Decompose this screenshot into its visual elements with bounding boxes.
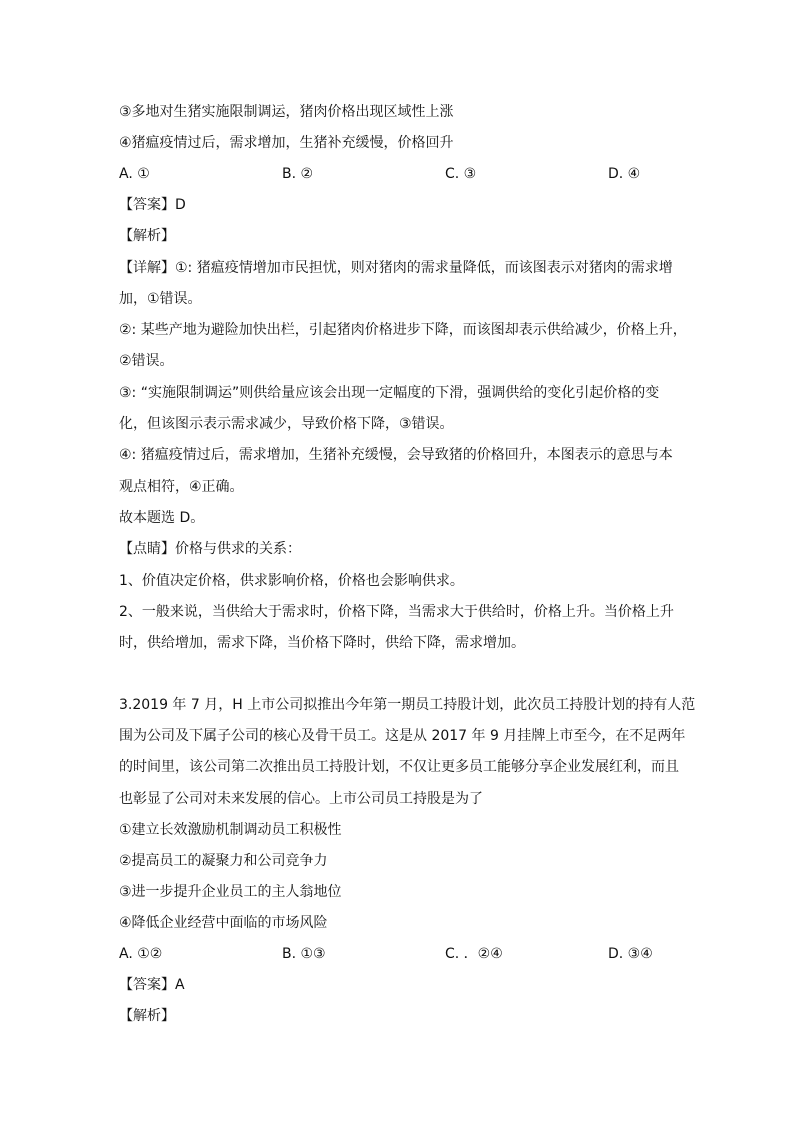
q2-detail-line: 加，①错误。 [119,291,202,307]
q3-statement-4: ④降低企业经营中面临的市场风险 [119,915,328,931]
q2-option-b: B. ② [282,166,314,182]
q2-detail-line: ②: 某些产地为避险加快出栏，引起猪肉价格进步下降，而该图却表示供给减少，价格上升， [119,322,687,338]
q2-detail-line: ④: 猪瘟疫情过后，需求增加，生猪补充缓慢，会导致猪的价格回升，本图表示的意思与本 [119,447,673,463]
q3-option-d: D. ③④ [608,946,653,962]
q3-option-a: A. ①② [119,946,163,962]
q3-stem-line: 围为公司及下属子公司的核心及骨干员工。这是从 2017 年 9 月挂牌上市至今，在不足两年 [119,728,686,744]
q2-option-d: D. ④ [608,166,641,182]
q2-detail-line: 化，但该图示表示需求减少，导致价格下降，③错误。 [119,416,454,432]
q3-answer-label: 【答案】 [119,977,175,993]
q3-stem-line: 的时间里，该公司第二次推出员工持股计划，不仅让更多员工能够分享企业发展红利，而且 [119,759,679,775]
q2-detail-line: 故本题选 D。 [119,510,205,526]
q2-tip-line: 时，供给增加，需求下降，当价格下降时，供给下降，需求增加。 [119,635,525,651]
q2-option-a: A. ① [119,166,150,182]
q3-statement-3: ③进一步提升企业员工的主人翁地位 [119,884,342,900]
q2-answer-value: D [175,197,186,213]
q2-tip-line: 【点睛】价格与供求的关系： [119,541,301,557]
q2-detail-line: 【详解】①: 猪瘟疫情增加市民担忧，则对猪肉的需求量降低，而该图表示对猪肉的需求增 [119,260,673,276]
q2-statement-4: ④猪瘟疫情过后，需求增加，生猪补充缓慢，价格回升 [119,135,454,151]
q3-answer-value: A [175,977,185,993]
q3-option-b: B. ①③ [282,946,326,962]
q2-tip-line: 1、价值决定价格，供求影响价格，价格也会影响供求。 [119,573,464,589]
q2-answer [119,195,679,215]
q3-option-c: C. ．②④ [445,946,503,962]
q2-answer-label: 【答案】 [119,197,175,213]
q2-tip-line: 2、一般来说，当供给大于需求时，价格下降，当需求大于供给时，价格上升。当价格上升 [119,604,674,620]
q2-analysis-label: 【解析】 [119,228,175,244]
q2-detail-line: 观点相符，④正确。 [119,479,244,495]
q2-option-c: C. ③ [445,166,477,182]
q3-statement-2: ②提高员工的凝聚力和公司竞争力 [119,853,328,869]
q3-statement-1: ①建立长效激励机制调动员工积极性 [119,822,342,838]
q2-detail-line: ②错误。 [119,353,174,369]
q3-answer [119,975,679,995]
q2-detail-line: ③: “实施限制调运”则供给量应该会出现一定幅度的下滑，强调供给的变化引起价格的变 [119,385,660,401]
q3-stem-line: 也彰显了公司对未来发展的信心。上市公司员工持股是为了 [119,791,483,807]
q3-stem-line: 3.2019 年 7 月，H 上市公司拟推出今年第一期员工持股计划，此次员工持股计划的持有人范 [119,697,696,713]
q2-statement-3: ③多地对生猪实施限制调运，猪肉价格出现区域性上涨 [119,104,454,120]
q3-analysis-label: 【解析】 [119,1008,175,1024]
